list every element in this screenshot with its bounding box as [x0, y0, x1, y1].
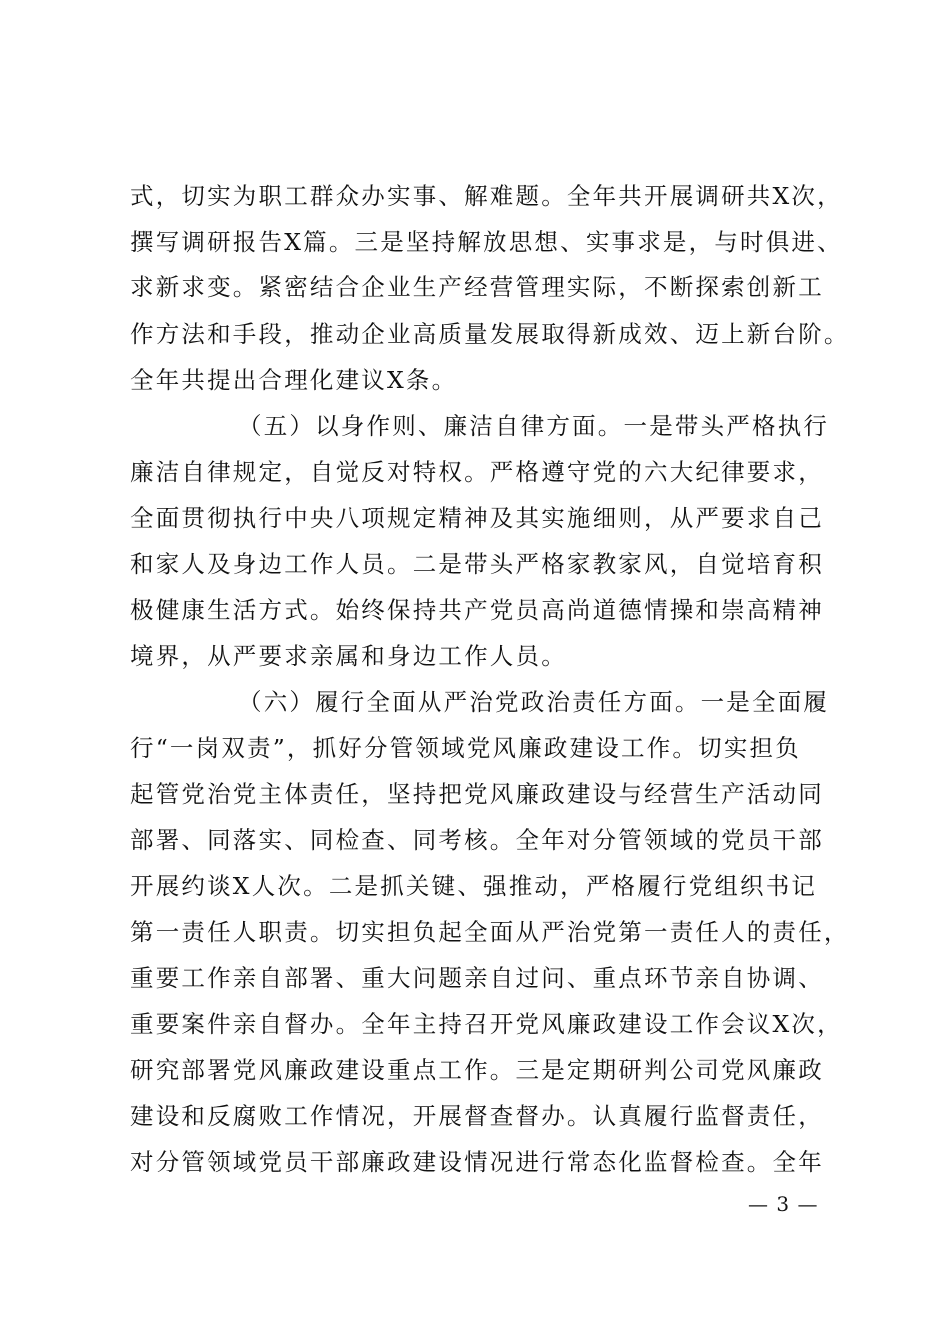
paragraph-line: 行“一岗双责”，抓好分管领域党风廉政建设工作。切实担负 — [130, 734, 801, 762]
page-number: — 3 — — [748, 1192, 819, 1216]
paragraph-line: 部署、同落实、同检查、同考核。全年对分管领域的党员干部 — [130, 826, 824, 854]
paragraph-line: 求新求变。紧密结合企业生产经营管理实际，不断探索创新工 — [130, 273, 824, 301]
paragraph-line: 重要案件亲自督办。全年主持召开党风廉政建设工作会议X次， — [130, 1010, 843, 1038]
paragraph-line: 全面贯彻执行中央八项规定精神及其实施细则，从严要求自己 — [130, 504, 824, 532]
paragraph-line: 开展约谈X人次。二是抓关键、强推动，严格履行党组织书记 — [130, 872, 818, 900]
paragraph-line: 和家人及身边工作人员。二是带头严格家教家风，自觉培育积 — [130, 550, 824, 578]
paragraph-line: 廉洁自律规定，自觉反对特权。严格遵守党的六大纪律要求， — [130, 458, 824, 486]
paragraph-line: 第一责任人职责。切实担负起全面从严治党第一责任人的责任， — [130, 918, 850, 946]
paragraph-line: 起管党治党主体责任，坚持把党风廉政建设与经营生产活动同 — [130, 780, 824, 808]
paragraph-line: 对分管领域党员干部廉政建设情况进行常态化监督检查。全年 — [130, 1148, 824, 1176]
paragraph-line: 式，切实为职工群众办实事、解难题。全年共开展调研共X次， — [130, 182, 843, 210]
paragraph-line: 境界，从严要求亲属和身边工作人员。 — [130, 642, 567, 670]
paragraph-line: 极健康生活方式。始终保持共产党员高尚道德情操和崇高精神 — [130, 596, 824, 624]
paragraph-line: 重要工作亲自部署、重大问题亲自过问、重点环节亲自协调、 — [130, 964, 824, 992]
paragraph-line: 作方法和手段，推动企业高质量发展取得新成效、迈上新台阶。 — [130, 320, 850, 348]
paragraph-line: 建设和反腐败工作情况，开展督查督办。认真履行监督责任， — [130, 1102, 824, 1130]
section-heading-line: （五）以身作则、廉洁自律方面。一是带头严格执行 — [238, 412, 830, 440]
paragraph-line: 撰写调研报告X篇。三是坚持解放思想、实事求是，与时俱进、 — [130, 228, 843, 256]
paragraph-line: 全年共提出合理化建议X条。 — [130, 366, 458, 394]
section-heading-line: （六）履行全面从严治党政治责任方面。一是全面履 — [238, 688, 830, 716]
paragraph-line: 研究部署党风廉政建设重点工作。三是定期研判公司党风廉政 — [130, 1056, 824, 1084]
